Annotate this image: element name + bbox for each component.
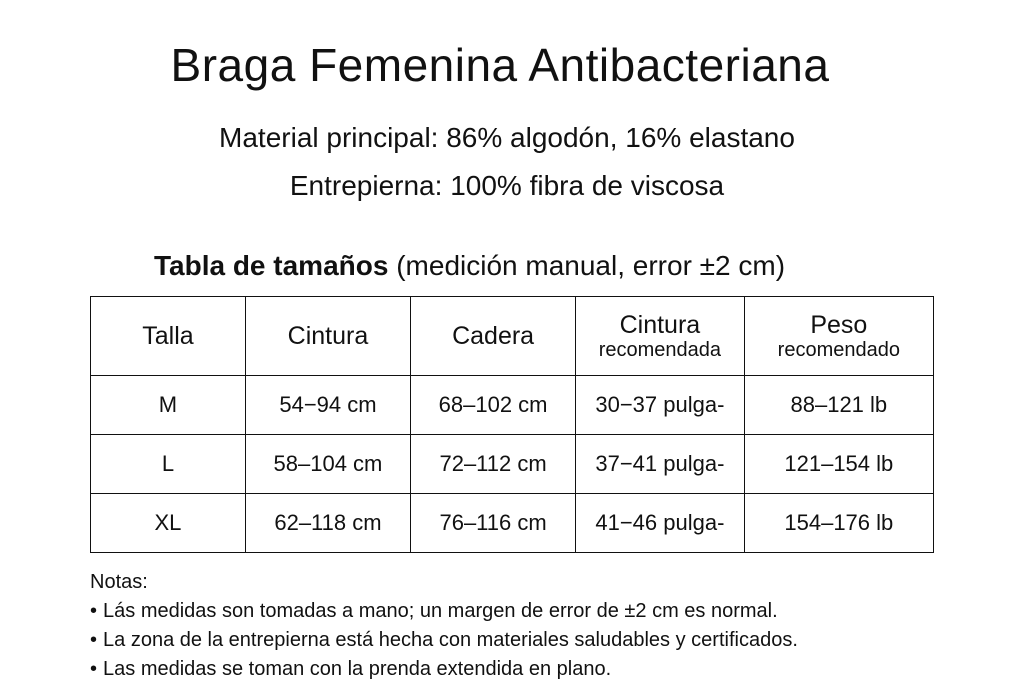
material-line: Material principal: 86% algodón, 16% elastano: [219, 122, 795, 153]
header-waist: Cintura: [245, 297, 410, 376]
cell-size: XL: [91, 494, 246, 553]
note-item: • La zona de la entrepierna está hecha con materiales saludables y certificados.: [90, 629, 798, 651]
table-heading-note: (medición manual, error ±2 cm): [396, 250, 786, 281]
cell-hip: 72–112 cm: [411, 435, 576, 494]
header-recommended-waist: Cintura recomendada: [576, 297, 745, 376]
table-heading-bold: Tabla de tamaños: [154, 250, 389, 281]
cell-waist: 58–104 cm: [245, 435, 410, 494]
cell-size: M: [91, 376, 246, 435]
cell-hip: 76–116 cm: [411, 494, 576, 553]
cell-recommended-waist: 37−41 pulga-: [576, 435, 745, 494]
cell-recommended-weight: 154–176 lb: [744, 494, 933, 553]
cell-waist: 62–118 cm: [245, 494, 410, 553]
cell-hip: 68–102 cm: [411, 376, 576, 435]
table-row: [91, 494, 934, 553]
size-table: [90, 296, 934, 553]
table-row: [91, 376, 934, 435]
table-row: [91, 435, 934, 494]
cell-recommended-weight: 88–121 lb: [744, 376, 933, 435]
crotch-line: Entrepierna: 100% fibra de viscosa: [289, 170, 725, 201]
cell-recommended-waist: 41−46 pulga-: [576, 494, 745, 553]
notes-heading: Notas:: [90, 571, 148, 593]
cell-recommended-weight: 121–154 lb: [744, 435, 933, 494]
page-title: Braga Femenina Antibacteriana: [170, 39, 830, 91]
bullet-mark: •: [90, 658, 98, 680]
cell-waist: 54−94 cm: [245, 376, 410, 435]
header-hip: Cadera: [411, 297, 576, 376]
header-recommended-weight: Peso recomendado: [744, 297, 933, 376]
note-item: • Las medidas se toman con la prenda extendida en plano.: [90, 658, 612, 680]
cell-recommended-waist: 30−37 pulga-: [576, 376, 745, 435]
header-size: Talla: [91, 297, 246, 376]
table-header-row: [91, 297, 934, 376]
notes-section: [90, 568, 798, 684]
note-item: • Lás medidas son tomadas a mano; un margen de error de ±2 cm es normal.: [90, 600, 778, 622]
table-heading: [154, 250, 785, 282]
bullet-mark: •: [90, 600, 98, 622]
bullet-mark: •: [90, 629, 98, 651]
cell-size: L: [91, 435, 246, 494]
